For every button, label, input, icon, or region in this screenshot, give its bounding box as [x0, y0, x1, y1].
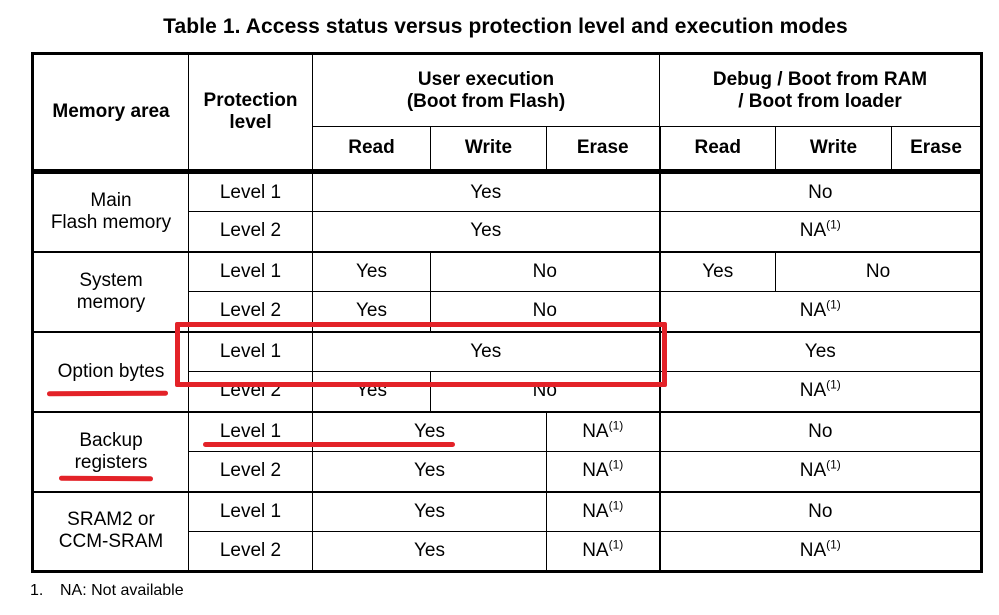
header-debug-boot — [660, 54, 982, 127]
status-cell: Yes — [313, 252, 431, 292]
status-cell: NA$^{(1)}$ — [547, 452, 660, 492]
footnote-reference: (1) — [608, 498, 624, 513]
protection-level-cell: Level 2 — [189, 292, 313, 332]
protection-level-cell: Level 1 — [189, 172, 313, 212]
header-user-execution-line1: User execution — [417, 68, 555, 90]
status-cell: NA$^{(1)}$ — [660, 452, 982, 492]
header-protection-level-line2: level — [229, 112, 272, 133]
status-cell: No — [660, 412, 982, 452]
protection-level-cell: Level 1 — [189, 492, 313, 532]
status-cell: Yes — [313, 212, 660, 252]
header-user-execution — [313, 54, 660, 127]
protection-level-cell: Level 1 — [189, 412, 313, 452]
memory-area-cell: System memory — [33, 252, 189, 332]
status-cell: Yes — [313, 532, 547, 572]
header-debug-write: Write — [776, 127, 892, 172]
status-cell: Yes — [660, 332, 982, 372]
header-debug-erase: Erase — [892, 127, 982, 172]
status-cell: NA$^{(1)}$ — [547, 412, 660, 452]
header-user-execution-line2: (Boot from Flash) — [406, 90, 566, 112]
status-cell: NA$^{(1)}$ — [660, 212, 982, 252]
protection-level-cell: Level 2 — [189, 212, 313, 252]
footnote-reference: (1) — [608, 458, 624, 472]
protection-level-cell: Level 2 — [189, 532, 313, 572]
status-cell: No — [431, 292, 660, 332]
status-cell: Yes — [313, 492, 547, 532]
protection-level-cell: Level 2 — [189, 372, 313, 412]
protection-level-cell: Level 2 — [189, 452, 313, 492]
status-cell: NA$^{(1)}$ — [547, 492, 660, 532]
footnote-reference: (1) — [826, 218, 841, 232]
footnote-reference: (1) — [826, 378, 841, 392]
table-row — [33, 492, 982, 532]
protection-level-cell: Level 1 — [189, 332, 313, 372]
header-user-read: Read — [313, 127, 431, 172]
memory-area-cell: SRAM2 or CCM-SRAM — [33, 492, 189, 572]
status-cell: Yes — [313, 292, 431, 332]
footnote-reference: (1) — [826, 537, 841, 552]
status-cell: NA$^{(1)}$ — [660, 292, 982, 332]
status-cell: Yes — [660, 252, 776, 292]
status-cell: No — [776, 252, 982, 292]
header-memory-area: Memory area — [33, 54, 189, 172]
status-cell: Yes — [313, 172, 660, 212]
header-debug-read: Read — [660, 127, 776, 172]
status-cell: NA$^{(1)}$ — [547, 532, 660, 572]
access-status-table — [31, 52, 983, 573]
footnote-reference: (1) — [826, 298, 841, 312]
header-user-write: Write — [431, 127, 547, 172]
status-cell: No — [660, 492, 982, 532]
memory-area-cell: Main Flash memory — [33, 172, 189, 252]
table-row — [33, 252, 982, 292]
table-row — [33, 332, 982, 372]
status-cell: Yes — [313, 452, 547, 492]
footnote-reference: (1) — [608, 537, 624, 552]
table-row — [33, 412, 982, 452]
header-protection-level — [189, 54, 313, 172]
header-debug-boot-line1: Debug / Boot from RAM — [712, 68, 928, 90]
footnote-text: NA: Not available — [60, 582, 184, 599]
status-cell: No — [660, 172, 982, 212]
header-protection-level-line1: Protection — [203, 90, 298, 112]
status-cell: Yes — [313, 332, 660, 372]
status-cell: NA$^{(1)}$ — [660, 532, 982, 572]
table-title: Table 1. Access status versus protection level and execution modes — [163, 15, 848, 38]
memory-area-cell: Option bytes — [33, 332, 189, 412]
table-row — [33, 172, 982, 212]
status-cell: No — [431, 252, 660, 292]
footnote-reference: (1) — [826, 458, 841, 472]
protection-level-cell: Level 1 — [189, 252, 313, 292]
footnote-number: 1. — [30, 582, 44, 599]
header-user-erase: Erase — [547, 127, 660, 172]
status-cell: No — [431, 372, 660, 412]
status-cell: NA$^{(1)}$ — [660, 372, 982, 412]
header-debug-boot-line2: / Boot from loader — [738, 90, 902, 112]
status-cell: Yes — [313, 372, 431, 412]
status-cell: Yes — [313, 412, 547, 452]
footnote-reference: (1) — [608, 418, 624, 433]
footnote — [30, 582, 184, 600]
memory-area-cell: Backup registers — [33, 412, 189, 492]
